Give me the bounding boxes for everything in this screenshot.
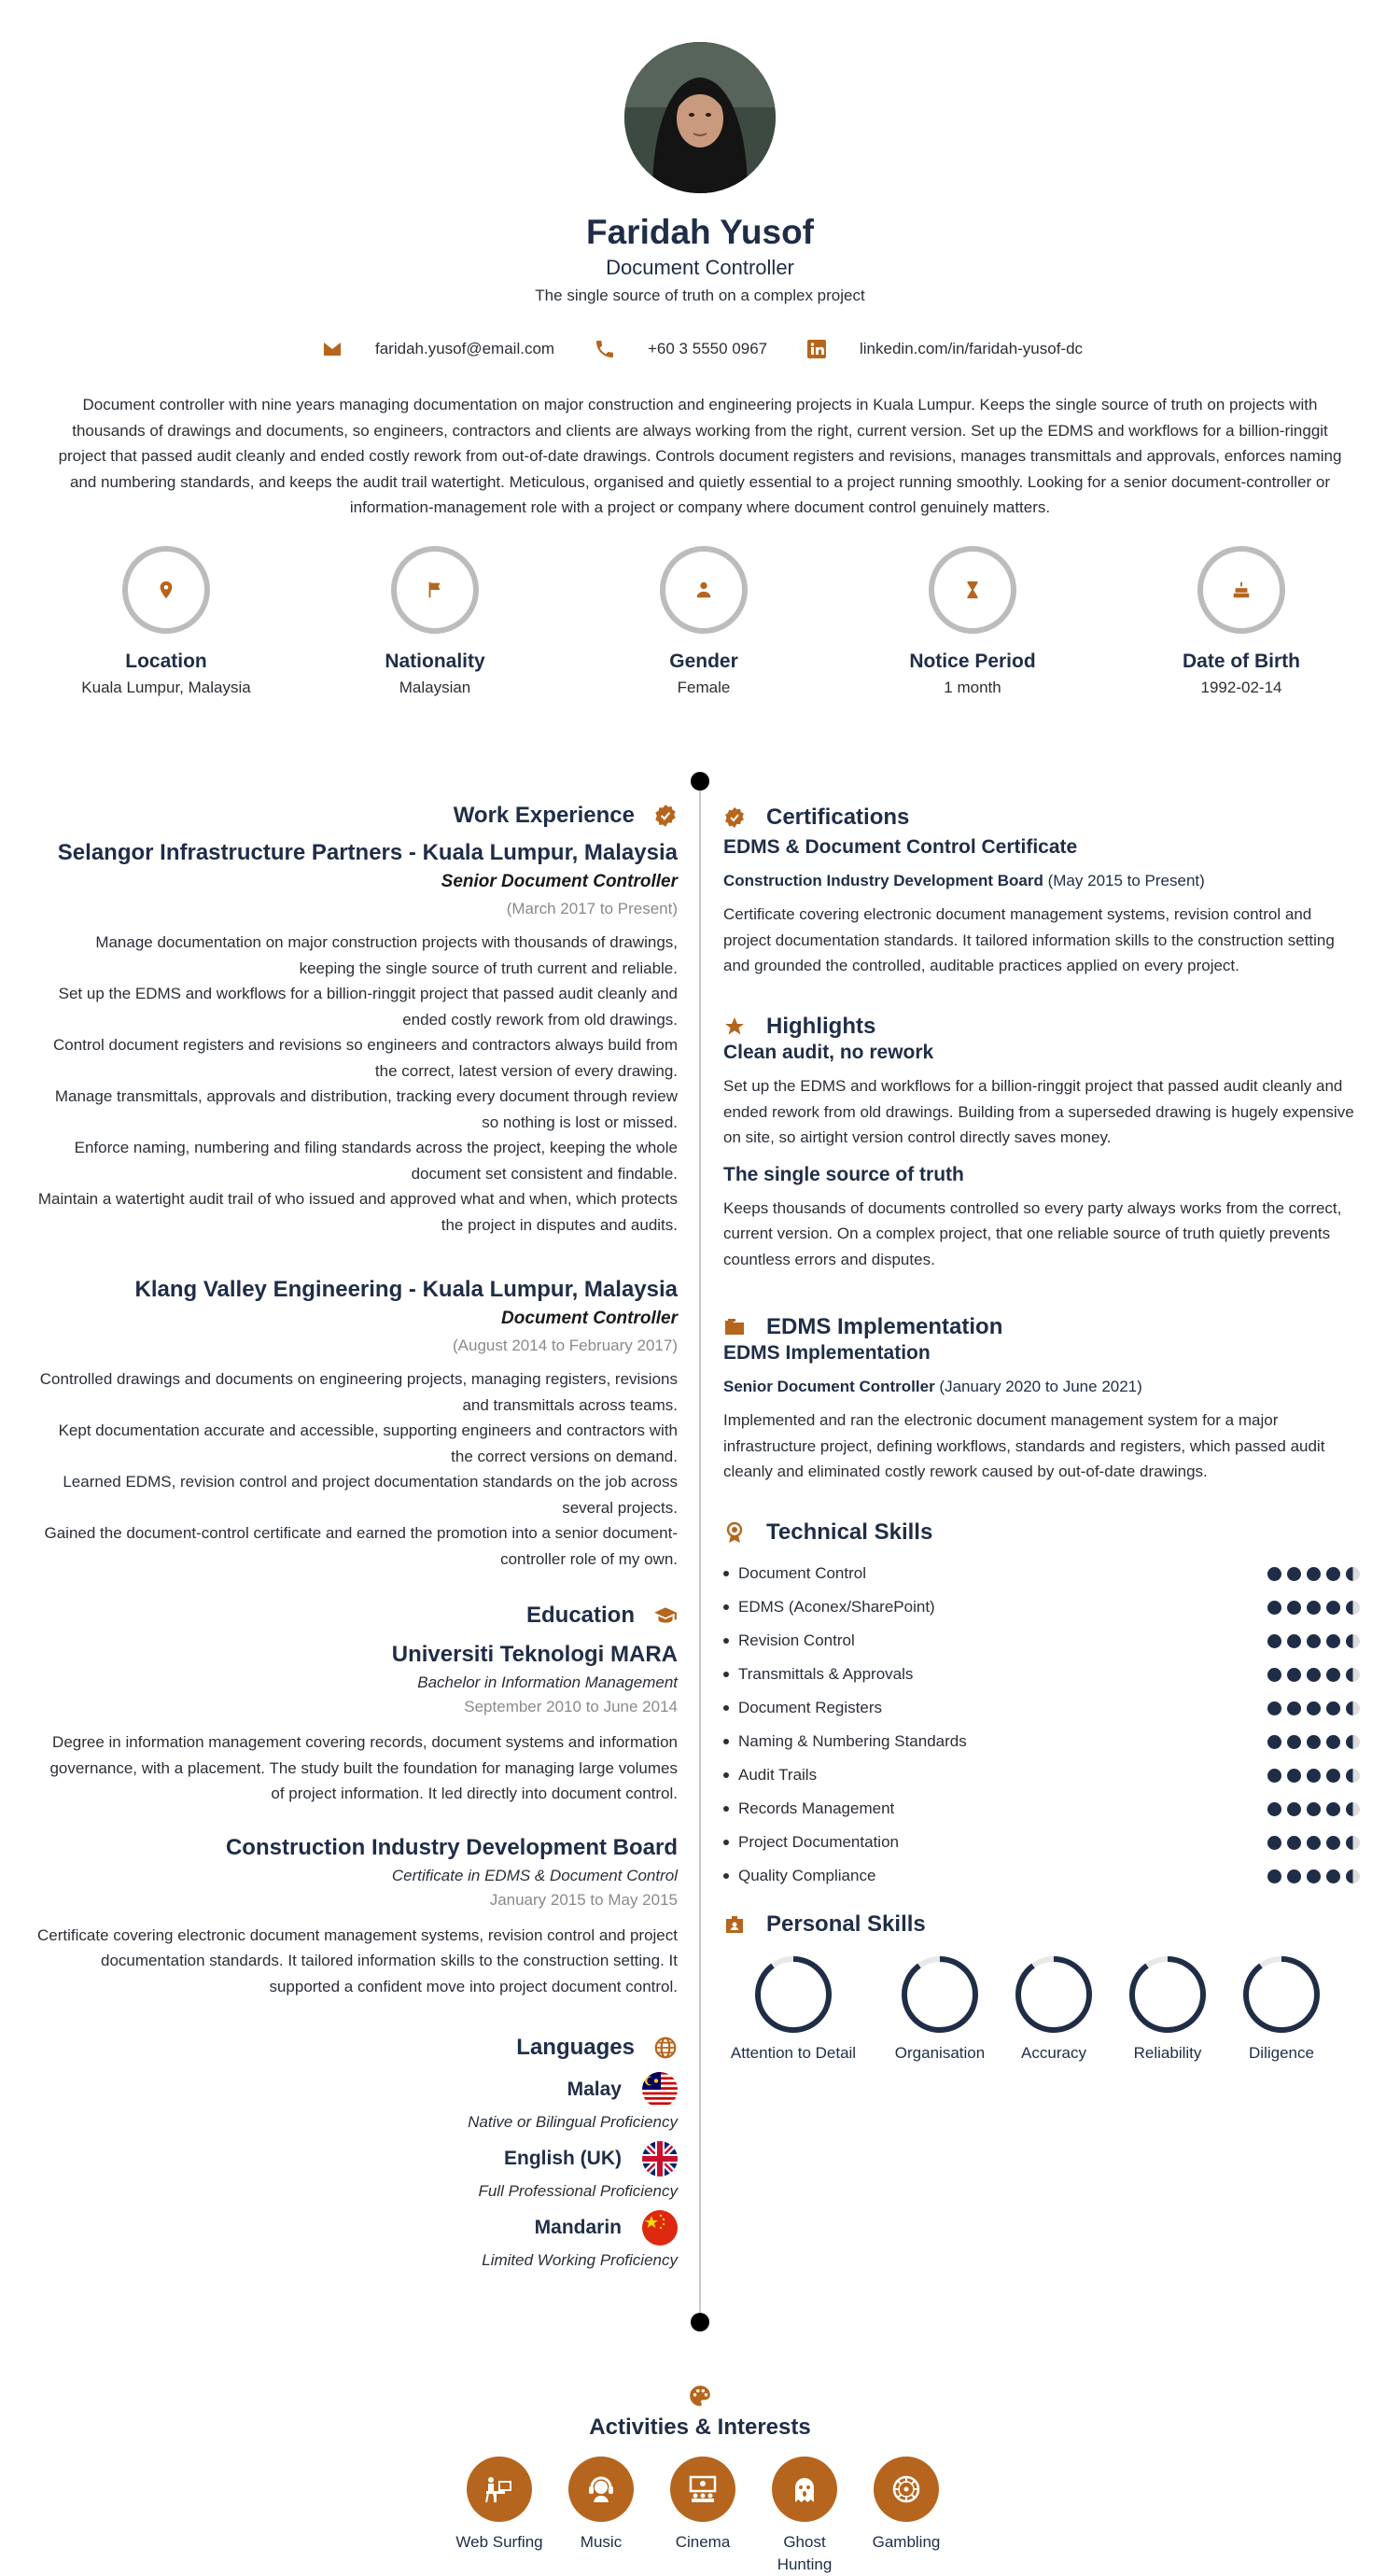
personal-skills-section xyxy=(723,1911,1360,1938)
bullet-dot xyxy=(723,1638,729,1644)
music-icon xyxy=(582,2471,620,2508)
personal-skill xyxy=(884,1954,996,2063)
job-entry xyxy=(37,840,678,1238)
project-role: Senior Document Controller xyxy=(723,1378,935,1395)
ghost-icon xyxy=(786,2471,823,2508)
section-title: EDMS Implementation xyxy=(766,1314,1003,1339)
technical-skill-name: Document Registers xyxy=(738,1699,883,1716)
language-name: Malay xyxy=(567,2079,622,2100)
job-bullet: Maintain a watertight audit trail of who issued and approved what and when, which protects the project in disputes and audits. xyxy=(37,1190,678,1234)
verified-badge-icon xyxy=(653,804,678,828)
bullet-dot xyxy=(723,1840,729,1845)
skill-rating xyxy=(1267,1802,1360,1816)
gauge-fill xyxy=(758,1959,829,2030)
rating-dot xyxy=(1267,1836,1281,1850)
hourglass-icon xyxy=(962,580,983,600)
email-icon xyxy=(321,338,343,360)
rating-dot xyxy=(1307,1567,1321,1581)
bullet-dot xyxy=(723,1806,729,1812)
technical-skill-row xyxy=(723,1663,1360,1686)
rating-dot xyxy=(1287,1836,1301,1850)
work-experience-heading xyxy=(37,803,678,829)
technical-skill-name: Naming & Numbering Standards xyxy=(738,1732,967,1750)
activity-label: Cinema xyxy=(675,2533,731,2551)
rating-dot xyxy=(1287,1769,1301,1783)
technical-skill-row xyxy=(723,1697,1360,1719)
activity-music xyxy=(554,2457,648,2554)
fact-location xyxy=(45,546,287,697)
rating-dot xyxy=(1307,1634,1321,1648)
rating-dot xyxy=(1307,1601,1321,1615)
id-badge-icon xyxy=(723,1913,746,1936)
personal-skill xyxy=(723,1954,863,2063)
rating-dot xyxy=(1287,1735,1301,1749)
personal-skills-list xyxy=(723,1954,1360,2066)
rating-dot xyxy=(1326,1769,1340,1783)
section-title: Technical Skills xyxy=(766,1519,933,1545)
education-school: Universiti Teknologi MARA xyxy=(391,1642,678,1667)
personal-skill-label: Diligence xyxy=(1249,2044,1314,2062)
skill-rating xyxy=(1267,1634,1360,1648)
china-flag-icon xyxy=(642,2210,678,2246)
highlights-section xyxy=(723,1014,1360,1272)
fact-value: 1 month xyxy=(944,679,1001,696)
rating-dot xyxy=(1346,1701,1360,1715)
star-icon xyxy=(723,1015,746,1038)
rating-dot xyxy=(1267,1769,1281,1783)
skill-rating xyxy=(1267,1836,1360,1850)
cake-icon xyxy=(1231,580,1252,600)
phone-icon xyxy=(594,338,616,360)
fact-label: Location xyxy=(125,651,207,672)
timeline-line xyxy=(699,780,701,2322)
fact-label: Notice Period xyxy=(909,651,1036,672)
bullet-dot xyxy=(723,1772,729,1778)
linkedin-text[interactable]: linkedin.com/in/faridah-yusof-dc xyxy=(860,340,1084,357)
project-heading xyxy=(723,1314,1360,1340)
certification-dates: (May 2015 to Present) xyxy=(1047,872,1205,889)
rating-dot xyxy=(1326,1802,1340,1816)
rating-dot xyxy=(1346,1601,1360,1615)
language-name: Mandarin xyxy=(534,2217,622,2238)
project-section xyxy=(723,1314,1360,1485)
web-surfing-icon xyxy=(481,2471,518,2508)
activity-gambling xyxy=(860,2457,953,2554)
rating-dot xyxy=(1326,1601,1340,1615)
fact-notice-period xyxy=(851,546,1094,697)
skill-gauge xyxy=(1241,1954,1322,2035)
certificate-badge-icon xyxy=(723,806,746,829)
education-section xyxy=(37,1603,678,1999)
technical-skill-name: Document Control xyxy=(738,1564,867,1582)
technical-skill-row xyxy=(723,1764,1360,1786)
job-bullet: Manage transmittals, approvals and distribution, tracking every document through review so nothing is lost or missed. xyxy=(54,1087,678,1131)
rating-dot xyxy=(1287,1567,1301,1581)
rating-dot xyxy=(1346,1735,1360,1749)
bullet-dot xyxy=(723,1873,729,1879)
education-degree: Bachelor in Information Management xyxy=(417,1673,678,1691)
personal-skill-label: Organisation xyxy=(894,2044,986,2062)
cinema-icon xyxy=(684,2471,721,2508)
education-school: Construction Industry Development Board xyxy=(225,1834,678,1860)
education-entry xyxy=(37,1642,678,1807)
bullet-dot xyxy=(723,1705,729,1711)
rating-dot xyxy=(1346,1567,1360,1581)
fact-date-of-birth xyxy=(1120,546,1363,697)
bullet-dot xyxy=(723,1739,729,1744)
language-level: Full Professional Proficiency xyxy=(478,2182,678,2200)
rating-dot xyxy=(1346,1634,1360,1648)
language-entry xyxy=(37,2072,678,2132)
personal-skill-label: Attention to Detail xyxy=(730,2044,857,2062)
rating-dot xyxy=(1267,1869,1281,1883)
rating-dot xyxy=(1307,1701,1321,1715)
technical-skill-row xyxy=(723,1630,1360,1652)
job-bullet: Enforce naming, numbering and filing standards across the project, keeping the whole document set consistent and findable. xyxy=(74,1139,678,1183)
rating-dot xyxy=(1267,1601,1281,1615)
fact-value: Female xyxy=(677,679,731,696)
technical-skill-name: EDMS (Aconex/SharePoint) xyxy=(738,1598,935,1616)
rating-dot xyxy=(1307,1668,1321,1682)
project-role-line xyxy=(723,1378,1360,1396)
certifications-heading xyxy=(723,805,1360,831)
gauge-fill xyxy=(1246,1959,1317,2030)
contact-linkedin[interactable] xyxy=(805,338,1083,360)
language-name: English (UK) xyxy=(504,2148,622,2169)
personal-skill xyxy=(1235,1954,1328,2063)
certification-issuer-line xyxy=(723,872,1360,890)
job-company: Klang Valley Engineering - Kuala Lumpur, Malaysia xyxy=(134,1277,678,1302)
fact-label: Date of Birth xyxy=(1183,651,1300,672)
skill-rating xyxy=(1267,1735,1360,1749)
technical-skill-row xyxy=(723,1562,1360,1585)
malaysia-flag-icon xyxy=(642,2072,678,2107)
rating-dot xyxy=(1267,1802,1281,1816)
location-pin-icon xyxy=(156,580,176,600)
language-level: Native or Bilingual Proficiency xyxy=(468,2113,678,2131)
skill-rating xyxy=(1267,1601,1360,1615)
highlights-heading xyxy=(723,1014,1360,1040)
section-title: Education xyxy=(525,1603,635,1628)
technical-skill-name: Revision Control xyxy=(738,1631,855,1649)
skill-rating xyxy=(1267,1701,1360,1715)
section-title: Work Experience xyxy=(453,803,635,828)
personal-skill-label: Reliability xyxy=(1133,2044,1202,2062)
languages-section xyxy=(37,2035,678,2270)
fact-gender xyxy=(582,546,825,697)
technical-skill-row xyxy=(723,1865,1360,1887)
education-dates: January 2015 to May 2015 xyxy=(489,1890,678,1909)
activity-cinema xyxy=(656,2457,749,2554)
fact-nationality xyxy=(314,546,556,697)
folder-icon xyxy=(723,1316,746,1338)
activity-web-surfing xyxy=(453,2457,546,2554)
certification-issuer: Construction Industry Development Board xyxy=(723,872,1043,889)
rating-dot xyxy=(1326,1701,1340,1715)
activity-label: Gambling xyxy=(872,2533,941,2551)
job-entry xyxy=(37,1277,678,1572)
personal-skill-label: Accuracy xyxy=(1021,2044,1086,2062)
job-bullets xyxy=(37,1366,678,1572)
technical-skill-name: Project Documentation xyxy=(738,1833,899,1851)
technical-skill-name: Audit Trails xyxy=(738,1766,818,1784)
education-description: Degree in information management covering records, document systems and information governance, with a placement. The study built the foundation for managing large volumes of project information. It led directly into document control. xyxy=(49,1733,678,1802)
fact-value: Kuala Lumpur, Malaysia xyxy=(81,679,251,696)
technical-skills-list xyxy=(723,1562,1360,1898)
language-entry xyxy=(37,2141,678,2201)
candidate-tagline: The single source of truth on a complex project xyxy=(535,287,865,304)
activities-heading: Activities & Interests xyxy=(589,2415,811,2440)
job-bullet: Manage documentation on major construction projects with thousands of drawings, keeping the single source of truth current and reliable. xyxy=(95,933,678,977)
personal-skill xyxy=(1121,1954,1214,2063)
rating-dot xyxy=(1307,1735,1321,1749)
rating-dot xyxy=(1287,1634,1301,1648)
rating-dot xyxy=(1326,1668,1340,1682)
rating-dot xyxy=(1326,1735,1340,1749)
job-bullet: Gained the document-control certificate and earned the promotion into a senior document-controller role of my own. xyxy=(44,1524,678,1568)
globe-icon xyxy=(653,2036,678,2060)
rating-dot xyxy=(1346,1869,1360,1883)
timeline-dot-top xyxy=(691,772,709,791)
certifications-section xyxy=(723,805,1360,979)
highlight-title: The single source of truth xyxy=(723,1163,964,1185)
person-icon xyxy=(693,580,714,600)
education-degree: Certificate in EDMS & Document Control xyxy=(391,1866,678,1884)
rating-dot xyxy=(1326,1634,1340,1648)
rating-dot xyxy=(1267,1701,1281,1715)
timeline-dot-bottom xyxy=(691,2313,709,2331)
job-bullet: Control document registers and revisions so engineers and contractors always build from the correct, latest version of every drawing. xyxy=(53,1036,678,1080)
flag-icon xyxy=(425,580,445,600)
avatar xyxy=(624,42,776,193)
fact-label: Nationality xyxy=(385,651,485,672)
rating-dot xyxy=(1287,1802,1301,1816)
education-heading xyxy=(37,1603,678,1629)
rating-dot xyxy=(1346,1836,1360,1850)
rating-dot xyxy=(1326,1836,1340,1850)
job-bullet: Set up the EDMS and workflows for a billion-ringgit project that passed audit cleanly and ended costly rework from old drawings. xyxy=(58,985,678,1029)
job-position: Document Controller xyxy=(501,1309,678,1328)
technical-skill-row xyxy=(723,1831,1360,1854)
linkedin-icon xyxy=(805,338,828,360)
candidate-name: Faridah Yusof xyxy=(586,213,814,251)
gambling-icon xyxy=(888,2471,925,2508)
section-title: Personal Skills xyxy=(766,1911,926,1937)
fact-value: 1992-02-14 xyxy=(1200,679,1282,696)
highlight-description: Keeps thousands of documents controlled so every party always works from the correct, current version. On a complex project, that one reliable source of truth quietly prevents countless errors and disputes. xyxy=(723,1198,1342,1268)
certification-name: EDMS & Document Control Certificate xyxy=(723,836,1078,858)
gauge-fill xyxy=(1018,1959,1089,2030)
education-entry xyxy=(37,1835,678,2000)
bullet-dot xyxy=(723,1604,729,1610)
personal-skill xyxy=(1007,1954,1100,2063)
rating-dot xyxy=(1307,1869,1321,1883)
rating-dot xyxy=(1346,1802,1360,1816)
project-dates: (January 2020 to June 2021) xyxy=(939,1378,1142,1395)
language-entry xyxy=(37,2210,678,2270)
fact-label: Gender xyxy=(669,651,738,672)
technical-skill-row xyxy=(723,1596,1360,1618)
skill-rating xyxy=(1267,1869,1360,1883)
award-ribbon-icon xyxy=(723,1521,746,1544)
skill-rating xyxy=(1267,1769,1360,1783)
technical-skill-name: Records Management xyxy=(738,1799,895,1817)
rating-dot xyxy=(1267,1668,1281,1682)
technical-skill-row xyxy=(723,1798,1360,1820)
profile-summary: Document controller with nine years managing documentation on major construction and engineering projects in Kuala Lumpur. Keeps the single source of truth on projects with thousands of drawings and documents, so engineers, contractors and clients are always working from the right, current version. Set up the EDMS and workflows for a billion-ringgit project that passed audit cleanly and ended costly rework from out-of-date drawings. Controls document registers and revisions, manages transmittals and approvals, enforces naming and numbering standards, and keeps the audit trail watertight. Meticulous, organised and quietly essential to a project running smoothly. Looking for a senior document-controller or information-management role with a project or company where document control genuinely matters. xyxy=(58,396,1342,516)
phone-text[interactable]: +60 3 5550 0967 xyxy=(648,340,768,357)
graduation-cap-icon xyxy=(653,1603,678,1628)
personal-skills-heading xyxy=(723,1911,1360,1938)
education-description: Certificate covering electronic document management systems, revision control and project documentation standards. It tailored information skills to the construction setting. It supported a confident move into project document control. xyxy=(37,1925,678,1995)
language-level: Limited Working Proficiency xyxy=(482,2251,678,2269)
highlight-description: Set up the EDMS and workflows for a billion-ringgit project that passed audit cleanly and ended rework from old drawings. Building from a superseded drawing is hugely expensive on site, so airtight version control directly saves money. xyxy=(723,1077,1354,1146)
project-name: EDMS Implementation xyxy=(723,1342,931,1364)
bullet-dot xyxy=(723,1672,729,1677)
contact-email[interactable] xyxy=(321,338,554,360)
skill-rating xyxy=(1267,1668,1360,1682)
skill-gauge xyxy=(900,1954,980,2035)
job-company: Selangor Infrastructure Partners - Kuala Lumpur, Malaysia xyxy=(57,840,678,865)
rating-dot xyxy=(1287,1701,1301,1715)
rating-dot xyxy=(1287,1869,1301,1883)
rating-dot xyxy=(1326,1567,1340,1581)
gauge-fill xyxy=(1132,1959,1203,2030)
job-dates: (March 2017 to Present) xyxy=(506,900,678,917)
bullet-dot xyxy=(723,1571,729,1576)
section-title: Highlights xyxy=(766,1014,876,1039)
skill-gauge xyxy=(1014,1954,1094,2035)
skill-gauge xyxy=(1127,1954,1208,2035)
technical-skills-section xyxy=(723,1519,1360,1546)
rating-dot xyxy=(1267,1634,1281,1648)
activity-ghost-hunting xyxy=(758,2457,851,2576)
rating-dot xyxy=(1346,1769,1360,1783)
technical-skills-heading xyxy=(723,1519,1360,1546)
job-position: Senior Document Controller xyxy=(441,872,678,891)
rating-dot xyxy=(1346,1668,1360,1682)
rating-dot xyxy=(1267,1735,1281,1749)
job-bullet: Kept documentation accurate and accessible, supporting engineers and contractors with the correct versions on demand. xyxy=(58,1421,678,1465)
technical-skill-name: Quality Compliance xyxy=(738,1867,876,1884)
project-description: Implemented and ran the electronic document management system for a major infrastructure project, defining workflows, standards and registers, which passed audit cleanly and eliminated costly rework caused by out-of-date drawings. xyxy=(723,1411,1325,1480)
section-title: Certifications xyxy=(766,805,910,830)
work-experience-section xyxy=(37,803,678,829)
job-bullet: Learned EDMS, revision control and project documentation standards on the job across several projects. xyxy=(63,1473,678,1517)
activity-label: Ghost Hunting xyxy=(777,2533,833,2573)
rating-dot xyxy=(1287,1668,1301,1682)
section-title: Languages xyxy=(516,2035,635,2060)
gauge-fill xyxy=(904,1959,975,2030)
rating-dot xyxy=(1267,1567,1281,1581)
skill-rating xyxy=(1267,1567,1360,1581)
job-dates: (August 2014 to February 2017) xyxy=(453,1337,678,1354)
rating-dot xyxy=(1307,1802,1321,1816)
technical-skill-name: Transmittals & Approvals xyxy=(738,1665,914,1683)
rating-dot xyxy=(1326,1869,1340,1883)
uk-flag-icon xyxy=(642,2141,678,2177)
activity-label: Web Surfing xyxy=(455,2533,543,2551)
candidate-title: Document Controller xyxy=(606,256,794,279)
skill-gauge xyxy=(753,1954,833,2035)
languages-heading xyxy=(37,2035,678,2061)
rating-dot xyxy=(1287,1601,1301,1615)
fact-value: Malaysian xyxy=(399,679,471,696)
contact-phone[interactable] xyxy=(594,338,767,360)
activity-label: Music xyxy=(580,2533,623,2551)
technical-skill-row xyxy=(723,1730,1360,1753)
job-bullet: Controlled drawings and documents on engineering projects, managing registers, revisions and transmittals across teams. xyxy=(39,1370,678,1414)
certification-description: Certificate covering electronic document management systems, revision control and project documentation standards. It tailored information skills to the construction setting and grounded the controlled, auditable practices applied on every project. xyxy=(723,905,1335,974)
highlight-title: Clean audit, no rework xyxy=(723,1042,934,1063)
email-text[interactable]: faridah.yusof@email.com xyxy=(375,340,555,357)
job-bullets xyxy=(37,930,678,1238)
rating-dot xyxy=(1307,1769,1321,1783)
education-dates: September 2010 to June 2014 xyxy=(464,1698,678,1715)
rating-dot xyxy=(1307,1836,1321,1850)
palette-icon xyxy=(688,2384,712,2408)
